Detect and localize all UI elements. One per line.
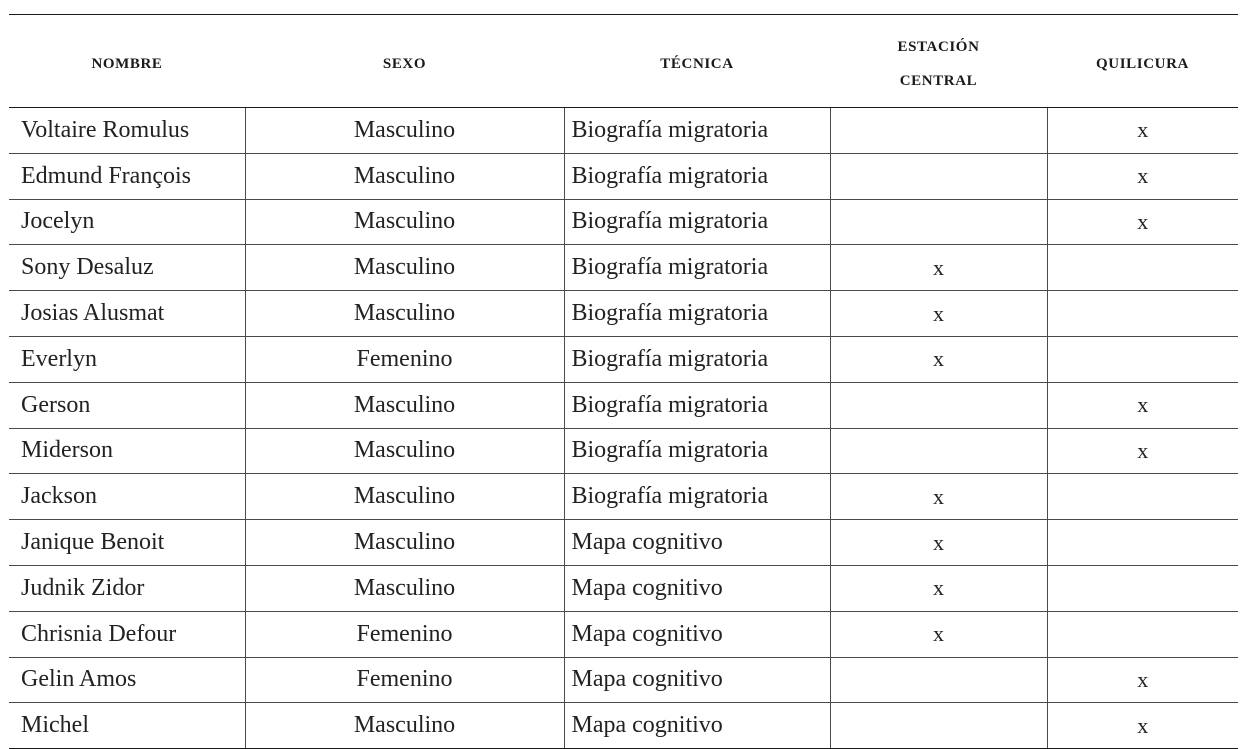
cell-sexo: Masculino: [245, 520, 564, 566]
table-row: [9, 657, 1238, 703]
cell-nombre: Michel: [9, 703, 245, 749]
header-row: [9, 15, 1238, 108]
cell-estacion-central: [830, 108, 1047, 154]
cell-sexo: Femenino: [245, 611, 564, 657]
cell-sexo: Masculino: [245, 108, 564, 154]
cell-quilicura: [1047, 520, 1238, 566]
cell-nombre: Sony Desaluz: [9, 245, 245, 291]
cell-estacion-central: [830, 199, 1047, 245]
table-row: [9, 611, 1238, 657]
header-estacion-central: [830, 15, 1047, 108]
cell-nombre: Voltaire Romulus: [9, 108, 245, 154]
table-row: [9, 336, 1238, 382]
cell-tecnica: Biografía migratoria: [564, 336, 830, 382]
cell-estacion-central: x: [830, 245, 1047, 291]
cell-estacion-central: [830, 153, 1047, 199]
cell-estacion-central: x: [830, 291, 1047, 337]
cell-sexo: Masculino: [245, 153, 564, 199]
cell-estacion-central: [830, 657, 1047, 703]
cell-sexo: Masculino: [245, 703, 564, 749]
cell-quilicura: [1047, 336, 1238, 382]
table-row: [9, 291, 1238, 337]
cell-quilicura: [1047, 474, 1238, 520]
cell-estacion-central: [830, 428, 1047, 474]
cell-nombre: Jocelyn: [9, 199, 245, 245]
cell-quilicura: [1047, 565, 1238, 611]
table-row: [9, 520, 1238, 566]
cell-nombre: Edmund François: [9, 153, 245, 199]
table-row: [9, 153, 1238, 199]
header-quilicura: quilicura: [1047, 15, 1238, 108]
table-row: [9, 565, 1238, 611]
cell-nombre: Chrisnia Defour: [9, 611, 245, 657]
cell-quilicura: [1047, 291, 1238, 337]
cell-nombre: Gerson: [9, 382, 245, 428]
cell-quilicura: x: [1047, 657, 1238, 703]
table-row: [9, 199, 1238, 245]
cell-sexo: Masculino: [245, 199, 564, 245]
header-nombre: nombre: [9, 15, 245, 108]
cell-nombre: Jackson: [9, 474, 245, 520]
participants-table: [9, 14, 1238, 749]
table-row: [9, 245, 1238, 291]
cell-tecnica: Biografía migratoria: [564, 199, 830, 245]
cell-sexo: Femenino: [245, 336, 564, 382]
cell-nombre: Josias Alusmat: [9, 291, 245, 337]
cell-tecnica: Biografía migratoria: [564, 291, 830, 337]
cell-estacion-central: x: [830, 611, 1047, 657]
cell-tecnica: Mapa cognitivo: [564, 565, 830, 611]
cell-tecnica: Biografía migratoria: [564, 474, 830, 520]
cell-quilicura: x: [1047, 153, 1238, 199]
header-estacion-line2: central: [899, 65, 978, 90]
table-row: [9, 382, 1238, 428]
cell-nombre: Judnik Zidor: [9, 565, 245, 611]
cell-tecnica: Biografía migratoria: [564, 108, 830, 154]
cell-tecnica: Biografía migratoria: [564, 153, 830, 199]
cell-tecnica: Biografía migratoria: [564, 245, 830, 291]
cell-tecnica: Mapa cognitivo: [564, 657, 830, 703]
cell-sexo: Masculino: [245, 474, 564, 520]
cell-quilicura: [1047, 611, 1238, 657]
table-row: [9, 428, 1238, 474]
cell-estacion-central: x: [830, 336, 1047, 382]
cell-quilicura: x: [1047, 199, 1238, 245]
cell-sexo: Masculino: [245, 245, 564, 291]
cell-tecnica: Biografía migratoria: [564, 428, 830, 474]
cell-quilicura: x: [1047, 108, 1238, 154]
header-estacion-line1: estación: [897, 31, 980, 56]
cell-estacion-central: x: [830, 565, 1047, 611]
cell-quilicura: x: [1047, 428, 1238, 474]
cell-quilicura: x: [1047, 703, 1238, 749]
cell-sexo: Masculino: [245, 565, 564, 611]
cell-nombre: Janique Benoit: [9, 520, 245, 566]
table-row: [9, 474, 1238, 520]
cell-tecnica: Mapa cognitivo: [564, 703, 830, 749]
cell-estacion-central: x: [830, 520, 1047, 566]
cell-tecnica: Biografía migratoria: [564, 382, 830, 428]
cell-nombre: Gelin Amos: [9, 657, 245, 703]
cell-estacion-central: [830, 382, 1047, 428]
cell-tecnica: Mapa cognitivo: [564, 611, 830, 657]
table-row: [9, 703, 1238, 749]
cell-quilicura: [1047, 245, 1238, 291]
cell-sexo: Femenino: [245, 657, 564, 703]
table-header: [9, 15, 1238, 108]
cell-estacion-central: [830, 703, 1047, 749]
header-sexo: sexo: [245, 15, 564, 108]
cell-tecnica: Mapa cognitivo: [564, 520, 830, 566]
cell-estacion-central: x: [830, 474, 1047, 520]
cell-nombre: Everlyn: [9, 336, 245, 382]
cell-sexo: Masculino: [245, 382, 564, 428]
table-body: [9, 108, 1238, 749]
cell-quilicura: x: [1047, 382, 1238, 428]
table-row: [9, 108, 1238, 154]
cell-nombre: Miderson: [9, 428, 245, 474]
header-tecnica: técnica: [564, 15, 830, 108]
cell-sexo: Masculino: [245, 428, 564, 474]
cell-sexo: Masculino: [245, 291, 564, 337]
